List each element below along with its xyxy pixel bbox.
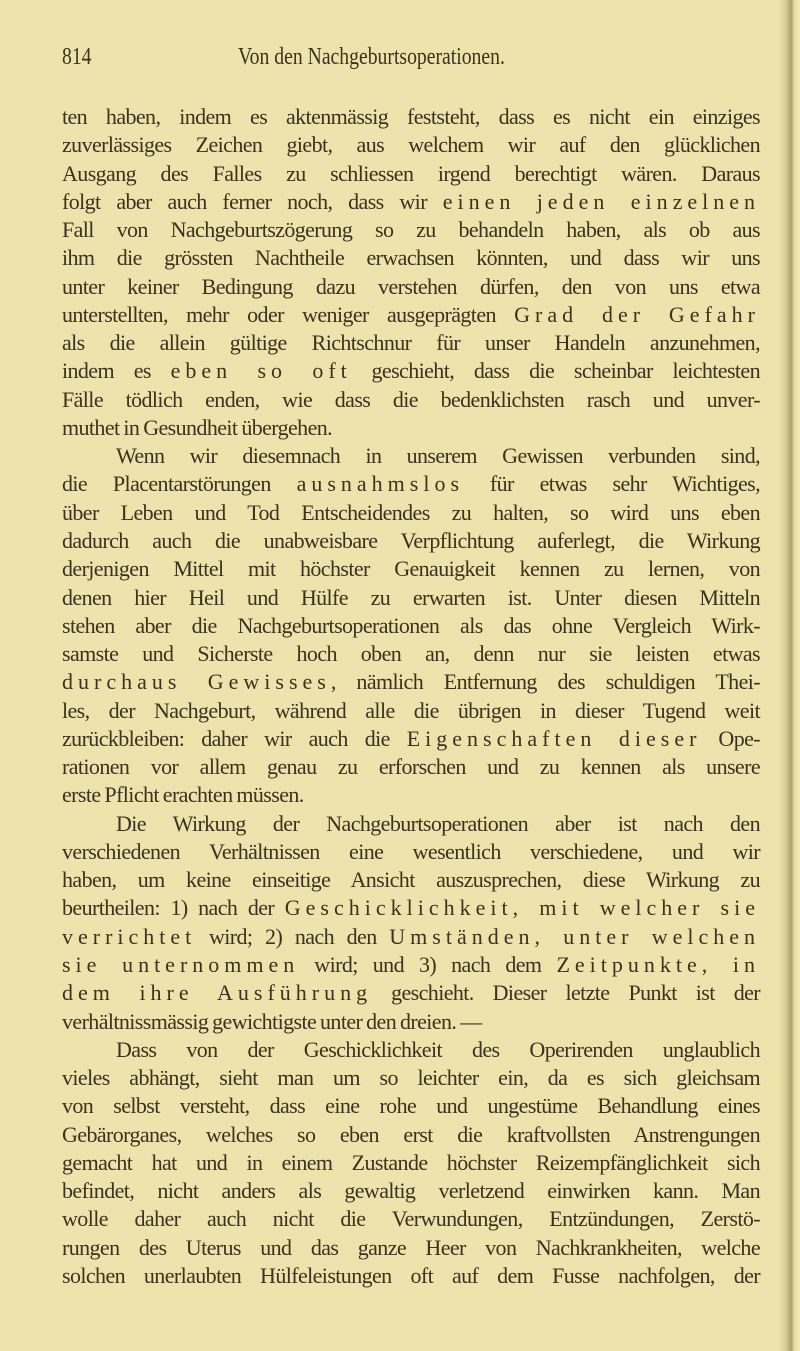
text-line bbox=[62, 697, 760, 725]
book-gutter bbox=[778, 0, 800, 1351]
text-segment: gemacht hat und in einem Zustande höchster Reizempfänglichkeit sich bbox=[62, 1149, 760, 1175]
text-line bbox=[62, 1177, 760, 1205]
text-segment: unter keiner Bedingung dazu verstehen dürfen, den von uns etwa bbox=[62, 273, 760, 299]
text-segment: wird; 2) nach den bbox=[196, 923, 390, 949]
text-line bbox=[62, 470, 760, 498]
text-line bbox=[62, 442, 760, 470]
text-line bbox=[62, 301, 760, 329]
text-line bbox=[62, 584, 760, 612]
text-segment: verschiedenen Verhältnissen eine wesentlich verschiedene, und wir bbox=[62, 838, 760, 864]
text-line bbox=[62, 188, 760, 216]
text-line bbox=[62, 1262, 760, 1290]
text-line bbox=[62, 160, 760, 188]
text-line bbox=[62, 1036, 760, 1064]
text-line bbox=[62, 1234, 760, 1262]
spaced-emphasis: sie unternommen bbox=[62, 951, 300, 977]
text-line bbox=[62, 612, 760, 640]
text-segment: , nämlich Entfernung des schuldigen Thei- bbox=[330, 669, 760, 695]
text-segment: stehen aber die Nachgeburtsoperationen als das ohne Vergleich Wirk- bbox=[62, 612, 760, 638]
running-header bbox=[62, 44, 582, 78]
text-line bbox=[62, 640, 760, 668]
text-segment: von selbst versteht, dass eine rohe und ungestüme Behandlung eines bbox=[62, 1093, 760, 1119]
text-segment: Die Wirkung der Nachgeburtsoperationen aber ist nach den bbox=[116, 810, 760, 836]
text-line bbox=[62, 838, 760, 866]
text-line bbox=[62, 1149, 760, 1177]
spaced-emphasis: Zeitpunkte, in bbox=[556, 951, 760, 977]
spaced-emphasis: Grad der Gefahr bbox=[514, 301, 760, 327]
text-line bbox=[62, 1064, 760, 1092]
text-line bbox=[62, 810, 760, 838]
spaced-emphasis: durchaus Gewisses bbox=[62, 669, 331, 695]
text-segment: les, der Nachgeburt, während alle die übrigen in dieser Tugend weit bbox=[62, 697, 760, 723]
text-segment: als die allein gültige Richtschnur für unser Handeln anzunehmen, bbox=[62, 330, 760, 356]
text-line bbox=[62, 103, 760, 131]
text-segment: haben, um keine einseitige Ansicht auszusprechen, diese Wirkung zu bbox=[62, 867, 760, 893]
text-line bbox=[62, 216, 760, 244]
text-line bbox=[62, 244, 760, 272]
text-segment: Ausgang des Falles zu schliessen irgend berechtigt wären. Daraus bbox=[62, 160, 760, 186]
text-segment: zurückbleiben: daher wir auch die bbox=[62, 725, 407, 751]
spaced-emphasis: ausnahmslos bbox=[296, 471, 465, 497]
text-segment: wird; und 3) nach dem bbox=[299, 951, 557, 977]
spaced-emphasis: dem ihre Ausführung bbox=[62, 980, 373, 1006]
text-line bbox=[62, 725, 760, 753]
text-segment: rungen des Uterus und das ganze Heer von Nachkrankheiten, welche bbox=[62, 1234, 760, 1260]
text-line bbox=[62, 1008, 760, 1036]
text-segment: beurtheilen: 1) nach der bbox=[62, 895, 285, 921]
text-line bbox=[62, 894, 760, 922]
text-line bbox=[62, 131, 760, 159]
text-line bbox=[62, 414, 760, 442]
text-line bbox=[62, 273, 760, 301]
text-segment: ten haben, indem es aktenmässig feststeht, dass es nicht ein einziges bbox=[62, 104, 760, 129]
spaced-emphasis: Umständen, unter welchen bbox=[389, 923, 760, 949]
running-title: Von den Nachgeburtsoperationen. bbox=[238, 44, 505, 70]
text-segment: für etwas sehr Wichtiges, bbox=[464, 471, 761, 497]
text-line bbox=[62, 781, 760, 809]
spaced-emphasis: Eigenschaften dieser bbox=[406, 725, 702, 751]
text-segment: geschieht, dass die scheinbar leichtesten bbox=[351, 358, 760, 384]
text-segment: denen hier Heil und Hülfe zu erwarten ist. Unter diesen Mitteln bbox=[62, 584, 760, 610]
text-segment: wolle daher auch nicht die Verwundungen, Entzündungen, Zerstö- bbox=[62, 1206, 760, 1232]
text-line bbox=[62, 386, 760, 414]
spaced-emphasis: einen jeden einzelnen bbox=[442, 188, 760, 214]
text-segment: erste Pflicht erachten müssen. bbox=[62, 782, 304, 808]
text-segment: Fall von Nachgeburtszögerung so zu behandeln haben, als ob aus bbox=[62, 217, 760, 243]
text-line bbox=[62, 329, 760, 357]
text-segment: dadurch auch die unabweisbare Verpflichtung auferlegt, die Wirkung bbox=[62, 527, 760, 553]
text-segment: vieles abhängt, sieht man um so leichter ein, da es sich gleichsam bbox=[62, 1065, 760, 1091]
text-line bbox=[62, 527, 760, 555]
text-line bbox=[62, 753, 760, 781]
text-segment: Dass von der Geschicklichkeit des Operirenden unglaublich bbox=[116, 1036, 760, 1062]
text-segment: über Leben und Tod Entscheidendes zu halten, so wird uns eben bbox=[62, 499, 760, 525]
text-line bbox=[62, 357, 760, 385]
text-segment: folgt aber auch ferner noch, dass wir bbox=[62, 188, 443, 214]
text-line bbox=[62, 555, 760, 583]
body-text bbox=[62, 103, 760, 1290]
text-segment: samste und Sicherste hoch oben an, denn nur sie leisten etwas bbox=[62, 641, 760, 667]
text-segment: geschieht. Dieser letzte Punkt ist der bbox=[372, 980, 761, 1006]
text-segment: solchen unerlaubten Hülfeleistungen oft auf dem Fusse nachfolgen, der bbox=[62, 1262, 760, 1288]
text-segment: die Placentarstörungen bbox=[62, 471, 297, 497]
text-segment: Fälle tödlich enden, wie dass die bedenklichsten rasch und unver- bbox=[62, 386, 760, 412]
page-number: 814 bbox=[62, 44, 92, 70]
text-line bbox=[62, 866, 760, 894]
spaced-emphasis: eben so oft bbox=[170, 358, 352, 384]
text-segment: unterstellten, mehr oder weniger ausgeprägten bbox=[62, 301, 515, 327]
text-segment: zuverlässiges Zeichen giebt, aus welchem wir auf den glücklichen bbox=[62, 132, 760, 158]
text-line bbox=[62, 979, 760, 1007]
spaced-emphasis: Geschicklichkeit, mit welcher sie bbox=[284, 895, 760, 921]
text-line bbox=[62, 1205, 760, 1233]
text-segment: indem es bbox=[62, 358, 171, 384]
text-line bbox=[62, 1092, 760, 1120]
text-segment: derjenigen Mittel mit höchster Genauigkeit kennen zu lernen, von bbox=[62, 556, 760, 582]
text-line bbox=[62, 1121, 760, 1149]
text-segment: befindet, nicht anders als gewaltig verletzend einwirken kann. Man bbox=[62, 1178, 760, 1204]
text-segment: Gebärorganes, welches so eben erst die kraftvollsten Anstrengungen bbox=[62, 1121, 760, 1147]
text-line bbox=[62, 923, 760, 951]
text-segment: ihm die grössten Nachtheile erwachsen könnten, und dass wir uns bbox=[62, 245, 760, 271]
text-segment: Ope- bbox=[701, 725, 760, 751]
spaced-emphasis: verrichtet bbox=[62, 923, 197, 949]
text-segment: rationen vor allem genau zu erforschen und zu kennen als unsere bbox=[62, 754, 760, 780]
text-line bbox=[62, 668, 760, 696]
text-segment: muthet in Gesundheit übergehen. bbox=[62, 414, 333, 440]
text-segment: Wenn wir diesemnach in unserem Gewissen verbunden sind, bbox=[116, 443, 760, 469]
text-segment: verhältnissmässig gewichtigste unter den dreien. — bbox=[62, 1008, 482, 1034]
text-line bbox=[62, 499, 760, 527]
text-line bbox=[62, 951, 760, 979]
